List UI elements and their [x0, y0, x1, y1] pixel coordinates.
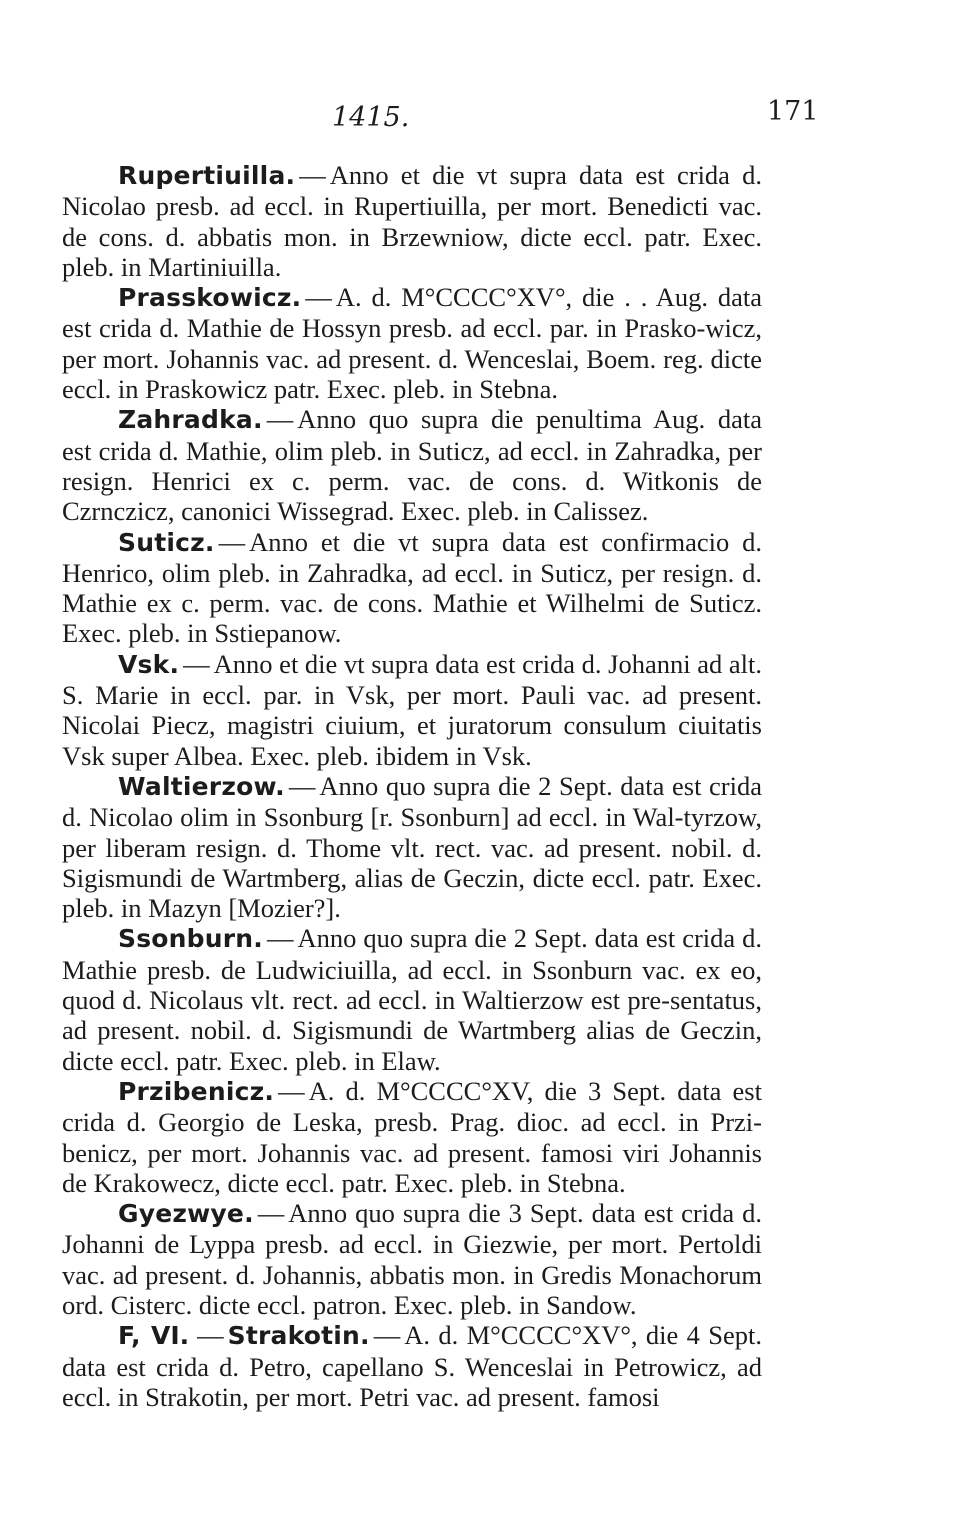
entry-separator: —: [299, 160, 326, 190]
entry-text: Anno quo supra die 3 Sept. data est crida d. Johanni de Lyppa presb. ad eccl. in Giezwie, per mort. Pertoldi vac. ad present. d. Johannis, abbatis mon. in Gredis Monachorum ord. Cisterc. dicte eccl. patron. Exec. pleb. in Sandow.: [62, 1198, 762, 1320]
entry-separator: —: [183, 648, 210, 679]
place-name: Prasskowicz.: [118, 283, 302, 313]
place-name: Zahradka.: [118, 405, 263, 435]
entry-separator: —: [305, 282, 332, 313]
entry-separator: —: [266, 404, 294, 435]
entry-separator: —: [288, 770, 316, 801]
entry-vsk: [62, 649, 762, 771]
place-name: Gyezwye.: [118, 1199, 254, 1229]
entry-zahradka: [62, 404, 762, 526]
entry-separator: —: [278, 1075, 305, 1106]
entry-text: A. d. M°CCCC°XV°, die . . Aug. data est crida d. Mathie de Hossyn presb. ad eccl. par. in Prasko-wicz, per mort. Johannis vac. ad present. d. Wenceslai, Boem. reg. dicte eccl. in Praskowicz patr. Exec. pleb. in Stebna.: [62, 282, 762, 405]
place-name: Rupertiuilla.: [118, 161, 296, 190]
entry-gyezwye: [62, 1198, 762, 1320]
entry-text: Anno et die vt supra data est confirmacio d. Henrico, olim pleb. in Zahradka, ad eccl. in Suticz, per resign. d. Mathie ex c. perm. vac. de cons. Mathie et Wilhelmi de Suticz. Exec. pleb. in Sstiepanow.: [62, 526, 762, 649]
place-name: Waltierzow.: [118, 771, 285, 801]
place-name: Przibenicz.: [118, 1076, 275, 1106]
entry-separator: —: [257, 1198, 285, 1229]
entry-text: Anno quo supra die penultima Aug. data est crida d. Mathie, olim pleb. in Suticz, ad eccl. in Zahradka, per resign. Henrici ex c. perm. vac. de cons. d. Witkonis de Czrnczicz, canonici Wissegrad. Exec. pleb. in Calissez.: [62, 404, 762, 527]
entry-text: A. d. M°CCCC°XV°, die 4 Sept. data est crida d. Petro, capellano S. Wenceslai in Petrowicz, ad eccl. in Strakotin, per mort. Petri vac. ad present. famosi: [62, 1320, 762, 1412]
entry-text: Anno et die vt supra data est crida d. Johanni ad alt. S. Marie in eccl. par. in Vsk, per mort. Pauli vac. ad present. Nicolai Piecz, magistri ciuium, et juratorum consulum ciuitatis Vsk super Albea. Exec. pleb. ibidem in Vsk.: [62, 648, 762, 771]
entry-text: Anno quo supra die 2 Sept. data est crida d. Mathie presb. de Ludwiciuilla, ad eccl. in Ssonburn vac. ex eo, quod d. Nicolaus vlt. rect. ad eccl. in Waltierzow est pre-sentatus, ad present. nobil. d. Sigismundi de Wartmberg alias de Geczin, dicte eccl. patr. Exec. pleb. in Elaw.: [62, 923, 762, 1076]
entry-rupertiuilla: [62, 160, 762, 282]
entry-text: A. d. M°CCCC°XV, die 3 Sept. data est crida d. Georgio de Leska, presb. Prag. dioc. ad eccl. in Przi-benicz, per mort. Johannis vac. ad present. famosi viri Johannis de Krakowecz, dicte eccl. patr. Exec. pleb. in Stebna.: [62, 1075, 762, 1198]
page-number: 171: [767, 96, 819, 127]
place-name: Ssonburn.: [118, 924, 263, 954]
entry-separator: —: [266, 923, 294, 954]
entry-prasskowicz: [62, 282, 762, 404]
entry-waltierzow: [62, 771, 762, 923]
body-text: [62, 160, 762, 1412]
entry-suticz: [62, 527, 762, 649]
entry-text: Anno et die vt supra data est crida d. Nicolao presb. ad eccl. in Rupertiuilla, per mort. Benedicti vac. de cons. d. abbatis mon. in Brzewniow, dicte eccl. patr. Exec. pleb. in Martiniuilla.: [62, 160, 762, 282]
entry-separator: —: [373, 1320, 401, 1351]
entry-strakotin: [62, 1320, 762, 1412]
entry-ssonburn: [62, 923, 762, 1075]
section-marker: F, VI.: [118, 1321, 190, 1351]
marker-separator: —: [197, 1320, 224, 1351]
place-name: Suticz.: [118, 527, 215, 557]
entry-text: Anno quo supra die 2 Sept. data est crida d. Nicolao olim in Ssonburg [r. Ssonburn] ad eccl. in Wal-tyrzow, per liberam resign. d. Thome vlt. rect. vac. ad present. nobil. d. Sigismundi de Wartmberg, alias de Geczin, dicte eccl. patr. Exec. pleb. in Mazyn [Mozier?].: [62, 770, 762, 924]
header-year: 1415.: [332, 102, 410, 133]
entry-przibenicz: [62, 1076, 762, 1198]
entry-separator: —: [218, 526, 246, 557]
place-name: Vsk.: [118, 649, 180, 679]
place-name: Strakotin.: [227, 1321, 370, 1351]
running-head: [62, 96, 819, 136]
